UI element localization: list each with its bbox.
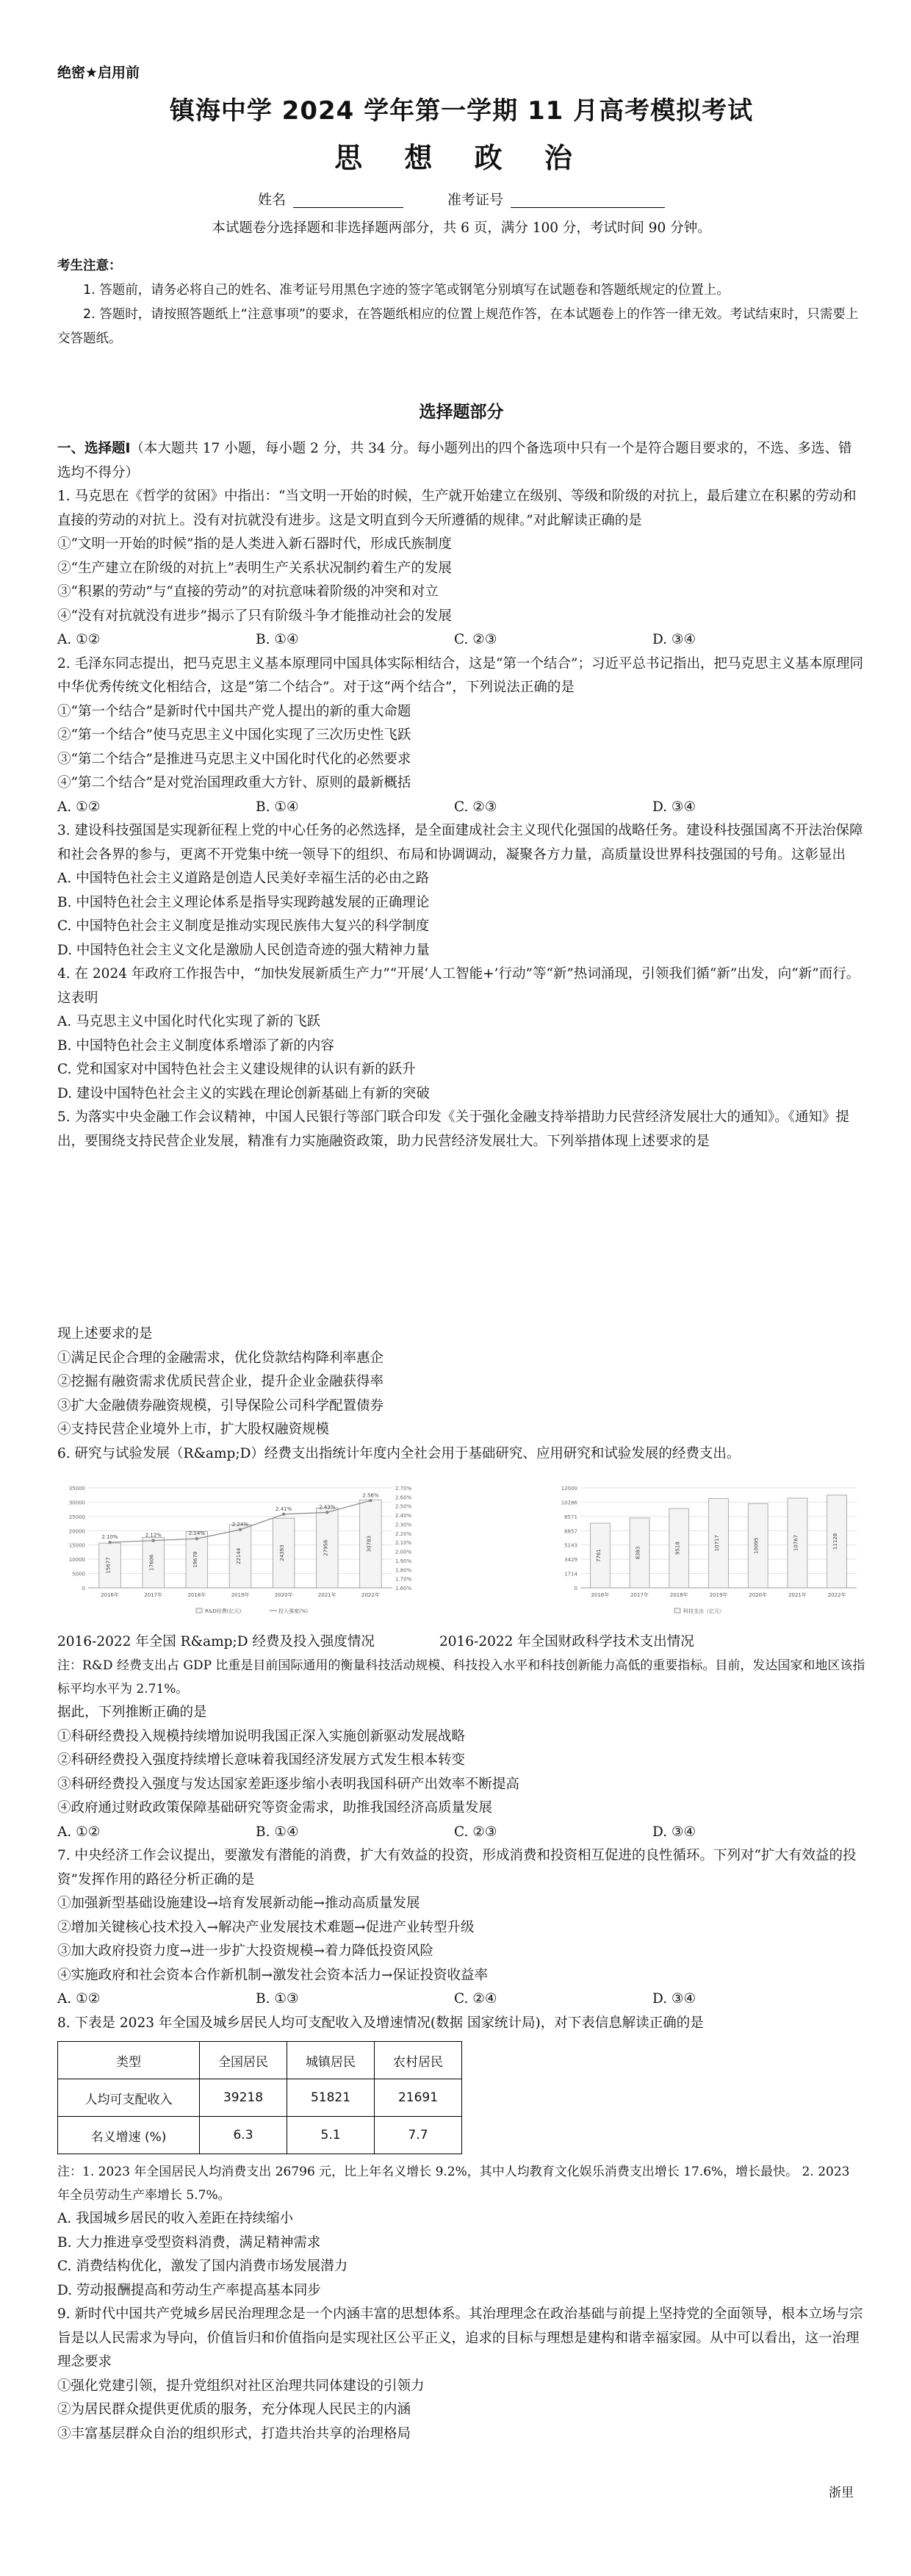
option-c: C. ②③ (454, 1824, 497, 1840)
option-d: D. ③④ (652, 1991, 696, 2007)
y-tick-label: 30000 (68, 1500, 85, 1506)
footer-mark: 浙里 (829, 2486, 854, 2500)
y-tick-label: 35000 (68, 1486, 85, 1492)
option-b: B. ①④ (256, 632, 299, 647)
option-a: A. ①② (57, 1991, 101, 2007)
q3-option: B. 中国特色社会主义理论体系是指导实现跨越发展的正确理论 (57, 894, 430, 910)
q8-option: B. 大力推进享受型资料消费，满足精神需求 (57, 2234, 321, 2251)
caption-right: 2016-2022 年全国财政科学技术支出情况 (439, 1634, 694, 1649)
bar-value-label: 19678 (192, 1551, 198, 1568)
bar-value-label: 10717 (714, 1535, 720, 1552)
y-tick-label: 12000 (561, 1486, 577, 1492)
x-tick-label: 2021年 (317, 1592, 336, 1598)
option-a: A. ①② (57, 799, 101, 815)
q2-item: ①“第一个结合”是新时代中国共产党人提出的新的重大命题 (57, 703, 411, 719)
q7-item: ④实施政府和社会资本合作新机制→激发社会资本活力→保证投资收益率 (57, 1967, 489, 1983)
exam-note: 本试题卷分选择题和非选择题两部分，共 6 页，满分 100 分，考试时间 90 分钟。 (212, 220, 711, 236)
q8-stem: 8. 下表是 2023 年全国及城乡居民人均可支配收入及增速情况(数据 国家统计局)，对下表信息解读正确的是 (57, 2015, 704, 2031)
y-tick-label: 15000 (68, 1542, 85, 1549)
q1-options (57, 628, 865, 652)
y2-tick-label: 1.70% (395, 1576, 412, 1583)
x-tick-label: 2017年 (630, 1592, 649, 1598)
q1-item: ④“没有对抗就没有进步”揭示了只有阶级斗争才能推动社会的发展 (57, 608, 452, 624)
bar-value-label: 17606 (148, 1554, 155, 1571)
q3-option: C. 中国特色社会主义制度是推动实现民族伟大复兴的科学制度 (57, 918, 430, 934)
q7-stem: 7. 中央经济工作会议提出，要激发有潜能的消费，扩大有效益的投资，形成消费和投资相互促进的良性循环。下列对“扩大有效益的投资”发挥作用的路径分析正确的是 (57, 1848, 857, 1888)
q2-stem: 2. 毛泽东同志提出，把马克思主义基本原理同中国具体实际相结合，这是“第一个结合”；习近平总书记指出，把马克思主义基本原理同中华优秀传统文化相结合，这是“第二个结合”。对于这“两个结合”，下列说法正确的是 (57, 655, 863, 695)
q9-item: ③丰富基层群众自治的组织形式，打造共治共享的治理格局 (57, 2425, 411, 2442)
q2-options (57, 796, 865, 820)
intensity-point (239, 1528, 242, 1531)
table-row (58, 2079, 462, 2117)
id-label: 准考证号 (447, 192, 504, 208)
part-label: 一、选择题Ⅰ (57, 441, 131, 456)
y2-tick-label: 1.90% (395, 1558, 412, 1564)
intensity-point (282, 1513, 285, 1516)
option-d: D. ③④ (652, 1824, 696, 1840)
q2-item: ②“第一个结合”使马克思主义中国化实现了三次历史性飞跃 (57, 727, 411, 743)
x-tick-label: 2020年 (274, 1592, 293, 1598)
q2-item: ③“第二个结合”是推进马克思主义中国化时代化的必然要求 (57, 751, 411, 767)
x-tick-label: 2017年 (144, 1592, 163, 1598)
table-cell: 5.1 (287, 2117, 375, 2154)
intensity-label: 2.10% (101, 1534, 118, 1541)
q5-item: ②挖掘有融资需求优质民营企业，提升企业金融获得率 (57, 1374, 384, 1389)
y-tick-label: 25000 (68, 1514, 85, 1520)
part-desc: （本大题共 17 小题，每小题 2 分，共 34 分。每小题列出的四个备选项中只有一个是符合题目要求的，不选、多选、错选均不得分） (57, 441, 852, 481)
q4-option: D. 建设中国特色社会主义的实践在理论创新基础上有新的突破 (57, 1085, 430, 1101)
table-header: 农村居民 (375, 2042, 462, 2079)
name-row (57, 189, 865, 209)
legend-label: 投入强度(%) (278, 1608, 309, 1614)
y-tick-label: 1714 (564, 1571, 577, 1577)
q6-item: ①科研经费投入规模持续增加说明我国正深入实施创新驱动发展战略 (57, 1728, 466, 1744)
intensity-point (195, 1537, 198, 1540)
q9-item: ①强化党建引领，提升党组织对社区治理共同体建设的引领力 (57, 2378, 425, 2394)
q5-item: ④支持民营企业境外上市，扩大股权融资规模 (57, 1422, 330, 1437)
rd-expenditure-chart (57, 1475, 425, 1622)
y-tick-label: 0 (82, 1586, 85, 1591)
y2-tick-label: 1.80% (395, 1567, 412, 1574)
x-tick-label: 2020年 (749, 1592, 768, 1598)
option-a: A. ①② (57, 1824, 101, 1840)
intensity-point (108, 1541, 111, 1544)
table-header: 城镇居民 (287, 2042, 375, 2079)
q8-note: 注：1. 2023 年全国居民人均消费支出 26796 元，比上年名义增长 9.2%，其中人均教育文化娱乐消费支出增长 17.6%，增长最快。 2. 2023 年全员劳动生产率增长 5.7%。 (57, 2165, 850, 2203)
x-tick-label: 2021年 (788, 1592, 807, 1598)
q4-option: C. 党和国家对中国特色社会主义建设规律的认识有新的跃升 (57, 1062, 416, 1077)
bar-value-label: 11128 (832, 1533, 839, 1550)
table-cell: 51821 (287, 2079, 375, 2117)
intensity-point (325, 1511, 328, 1514)
x-tick-label: 2018年 (669, 1592, 688, 1598)
x-tick-label: 2016年 (101, 1592, 119, 1598)
x-tick-label: 2022年 (361, 1592, 380, 1598)
option-b: B. ①④ (256, 799, 299, 815)
legend-swatch (196, 1608, 202, 1613)
option-c: C. ②④ (454, 1991, 497, 2007)
y-tick-label: 10286 (561, 1500, 577, 1506)
q1-item: ②“生产建立在阶级的对抗上”表明生产关系状况制约着生产的发展 (57, 560, 452, 576)
x-tick-label: 2016年 (591, 1592, 610, 1598)
secret-mark: 绝密★启用前 (57, 65, 140, 81)
table-cell: 7.7 (375, 2117, 462, 2154)
q5-stem-continued: 现上述要求的是 (57, 1326, 153, 1342)
q3-stem: 3. 建设科技强国是实现新征程上党的中心任务的必然选择，是全面建成社会主义现代化强国的战略任务。建设科技强国离不开法治保障和社会各界的参与，更离不开党集中统一领导下的组织、布局和协调调动，凝聚各方力量，高质量设世界科技强国的号角。这彰显出 (57, 823, 863, 863)
y-tick-label: 0 (574, 1586, 577, 1591)
q6-item: ④政府通过财政政策保障基础研究等资金需求，助推我国经济高质量发展 (57, 1800, 493, 1816)
y2-tick-label: 2.20% (395, 1530, 412, 1537)
x-tick-label: 2018年 (187, 1592, 206, 1598)
y2-tick-label: 2.10% (395, 1540, 412, 1547)
y2-tick-label: 2.50% (395, 1503, 412, 1510)
bar-value-label: 8383 (635, 1546, 641, 1560)
option-c: C. ②③ (454, 799, 497, 815)
income-table (57, 2041, 462, 2154)
y2-tick-label: 2.60% (395, 1494, 412, 1501)
exam-page (57, 51, 865, 2446)
bar-value-label: 10767 (793, 1534, 799, 1552)
notice-item: 1. 答题前，请务必将自己的姓名、准考证号用黑色字迹的签字笔或钢笔分别填写在试题卷和答题纸规定的位置上。 (83, 283, 730, 298)
y2-tick-label: 2.40% (395, 1513, 412, 1519)
q6-ask: 据此，下列推断正确的是 (57, 1705, 207, 1720)
intensity-label: 2.41% (276, 1505, 292, 1512)
q5-stem: 5. 为落实中央金融工作会议精神，中国人民银行等部门联合印发《关于强化金融支持举措助力民营经济发展壮大的通知》。《通知》提出，要围绕支持民营企业发展，精准有力实施融资政策，助力民营经济发展壮大。下列举措体现上述要求的是 (57, 1109, 850, 1149)
chart-captions (57, 1630, 865, 1654)
bar-value-label: 15677 (105, 1557, 112, 1574)
bar-value-label: 27956 (323, 1539, 329, 1556)
y-tick-label: 20000 (68, 1528, 85, 1535)
x-tick-label: 2019年 (231, 1592, 250, 1598)
y2-tick-label: 2.70% (395, 1486, 412, 1492)
table-header: 全国居民 (200, 2042, 287, 2079)
intensity-label: 2.24% (231, 1521, 249, 1528)
q9-stem: 9. 新时代中国共产党城乡居民治理理念是一个内涵丰富的思想体系。其治理理念在政治基础与前提上坚持党的全面领导，根本立场与宗旨是以人民需求为导向，价值旨归和价值指向是实现社区公平正义，追求的目标与理想是建构和谐幸福家园。从中可以看出，这一治理理念要求 (57, 2306, 863, 2370)
option-b: B. ①③ (256, 1991, 299, 2007)
exam-title: 镇海中学 2024 学年第一学期 11 月高考模拟考试 (169, 96, 754, 126)
option-d: D. ③④ (652, 632, 696, 647)
bar-value-label: 24393 (279, 1544, 286, 1561)
legend-label: R&D经费(亿元) (205, 1608, 242, 1614)
intensity-label: 2.43% (319, 1504, 336, 1511)
name-blank (293, 194, 403, 208)
notice-item: 2. 答题时，请按照答题纸上“注意事项”的要求，在答题纸相应的位置上规范作答，在本试题卷上的作答一律无效。考试结束时，只需要上交答题纸。 (57, 307, 859, 346)
y2-tick-label: 2.30% (395, 1522, 412, 1528)
q5-item: ③扩大金融债券融资规模，引导保险公司科学配置债券 (57, 1397, 384, 1414)
y-tick-label: 6857 (564, 1528, 577, 1535)
q3-option: D. 中国特色社会主义文化是激励人民创造奇迹的强大精神力量 (57, 942, 430, 958)
q5-item: ①满足民企合理的金融需求，优化贷款结构降利率惠企 (57, 1350, 384, 1366)
q7-item: ②增加关键核心技术投入→解决产业发展技术难题→促进产业转型升级 (57, 1919, 475, 1935)
option-d: D. ③④ (652, 799, 696, 815)
bar-value-label: 10095 (753, 1537, 760, 1554)
option-c: C. ②③ (454, 632, 497, 647)
table-row (58, 2117, 462, 2154)
legend-swatch (674, 1608, 680, 1613)
y2-tick-label: 1.60% (395, 1586, 412, 1591)
q6-item: ②科研经费投入强度持续增长意味着我国经济发展方式发生根本转变 (57, 1752, 466, 1768)
table-cell: 名义增速 (%) (58, 2117, 200, 2154)
bar-value-label: 22144 (236, 1547, 242, 1565)
option-a: A. ①② (57, 632, 101, 647)
name-label: 姓名 (257, 192, 286, 208)
y2-tick-label: 2.00% (395, 1549, 412, 1555)
bar-value-label: 7761 (595, 1549, 602, 1562)
q8-option: A. 我国城乡居民的收入差距在持续缩小 (57, 2211, 294, 2226)
q1-item: ①“文明一开始的时候”指的是人类进入新石器时代，形成氏族制度 (57, 536, 452, 552)
y-tick-label: 5000 (72, 1571, 85, 1577)
intensity-label: 2.12% (145, 1532, 162, 1539)
q1-item: ③“积累的劳动”与“直接的劳动”的对抗意味着阶级的冲突和对立 (57, 584, 439, 600)
subject-title: 思 想 政 治 (334, 142, 588, 174)
q4-stem: 4. 在 2024 年政府工作报告中，“加快发展新质生产力”“开展‘人工智能+’行动”等“新”热词涌现，引领我们循“新”出发，向“新”而行。这表明 (57, 966, 860, 1006)
y-tick-label: 8571 (564, 1514, 577, 1520)
q4-option: B. 中国特色社会主义制度体系增添了新的内容 (57, 1037, 334, 1054)
y-tick-label: 3429 (564, 1557, 577, 1564)
q7-item: ①加强新型基础设施建设→培育发展新动能→推动高质量发展 (57, 1896, 420, 1911)
part-instructions (57, 437, 865, 485)
fiscal-sci-tech-chart (550, 1475, 865, 1622)
q4-option: A. 马克思主义中国化时代化实现了新的飞跃 (57, 1014, 321, 1029)
intensity-point (369, 1499, 372, 1502)
x-tick-label: 2019年 (709, 1592, 728, 1598)
q9-item: ②为居民群众提供更优质的服务，充分体现人民民主的内涵 (57, 2402, 411, 2417)
x-tick-label: 2022年 (827, 1592, 846, 1598)
intensity-label: 2.56% (362, 1492, 379, 1499)
q8-option: C. 消费结构优化，激发了国内消费市场发展潜力 (57, 2259, 348, 2274)
q6-options (57, 1821, 865, 1845)
y-tick-label: 5143 (564, 1542, 577, 1549)
bar-value-label: 30783 (366, 1536, 372, 1553)
table-header-row (58, 2042, 462, 2079)
q1-stem: 1. 马克思在《哲学的贫困》中指出：“当文明一开始的时候，生产就开始建立在级别、等级和阶级的对抗上，最后建立在积累的劳动和直接的劳动的对抗上。没有对抗就没有进步。这是文明直到今天所遵循的规律。”对此解读正确的是 (57, 489, 857, 528)
q7-options (57, 1987, 865, 2012)
caption-left: 2016-2022 年全国 R&amp;D 经费及投入强度情况 (57, 1634, 375, 1649)
q7-item: ③加大政府投资力度→进一步扩大投资规模→着力降低投资风险 (57, 1943, 434, 1959)
table-cell: 人均可支配收入 (58, 2079, 200, 2117)
intensity-point (152, 1539, 155, 1542)
table-cell: 21691 (375, 2079, 462, 2117)
blank-space (57, 1154, 865, 1323)
q6-item: ③科研经费投入强度与发达国家差距逐步缩小表明我国科研产出效率不断提高 (57, 1776, 520, 1792)
q6-note: 注：R&D 经费支出占 GDP 比重是目前国际通用的衡量科技活动规模、科技投入水平和科技创新能力高低的重要指标。目前，发达国家和地区该指标平均水平为 2.71%。 (57, 1658, 865, 1697)
q3-option: A. 中国特色社会主义道路是创造人民美好幸福生活的必由之路 (57, 871, 430, 886)
q6-stem: 6. 研究与试验发展（R&amp;D）经费支出指统计年度内全社会用于基础研究、应用研究和试验发展的经费支出。 (57, 1445, 741, 1461)
option-b: B. ①④ (256, 1824, 299, 1840)
q8-option: D. 劳动报酬提高和劳动生产率提高基本同步 (57, 2282, 321, 2298)
table-cell: 39218 (200, 2079, 287, 2117)
q2-item: ④“第二个结合”是对党治国理政重大方针、原则的最新概括 (57, 775, 411, 791)
table-header: 类型 (58, 2042, 200, 2079)
y-tick-label: 10000 (68, 1557, 85, 1564)
table-cell: 6.3 (200, 2117, 287, 2154)
legend-label: 科技支出（亿元） (683, 1608, 724, 1614)
notice (57, 254, 865, 351)
notice-heading: 考生注意： (57, 259, 122, 273)
bar-value-label: 9518 (674, 1541, 681, 1555)
section-title: 选择题部分 (419, 403, 504, 422)
q6-charts (57, 1475, 865, 1622)
intensity-label: 2.14% (188, 1530, 205, 1537)
id-blank (511, 194, 665, 208)
